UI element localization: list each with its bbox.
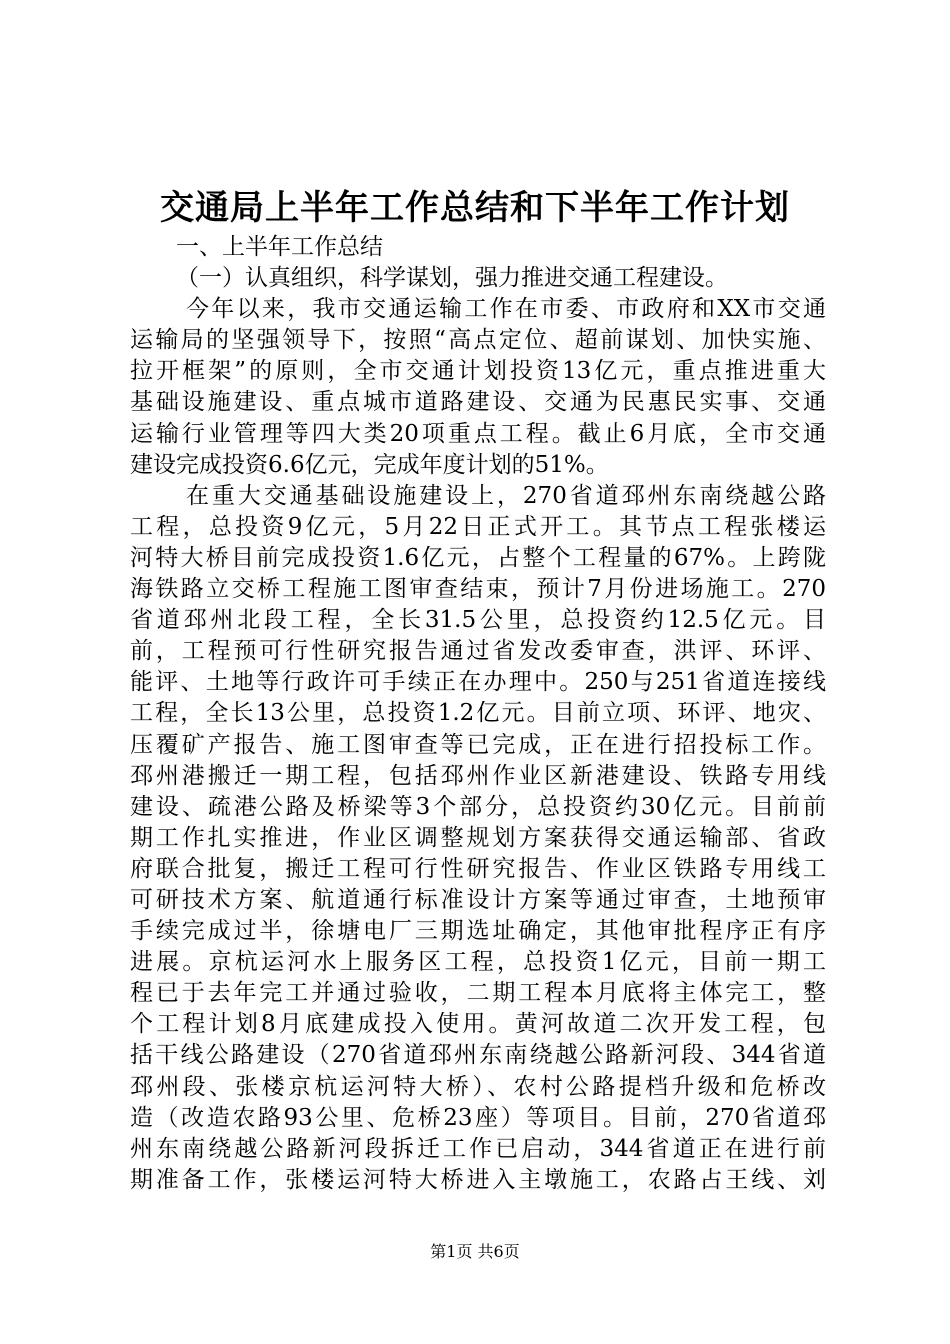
paragraph-line: 运输行业管理等四大类20项重点工程。截止6月底，全市交通: [130, 420, 826, 447]
paragraph-line: 期工作扎实推进，作业区调整规划方案获得交通运输部、省政: [130, 824, 826, 851]
paragraph-line: 府联合批复，搬迁工程可行性研究报告、作业区铁路专用线工: [130, 855, 826, 882]
paragraph-line: 括干线公路建设（270省道邳州东南绕越公路新河段、344省道: [130, 1042, 826, 1069]
paragraph-line: 今年以来，我市交通运输工作在市委、市政府和XX市交通: [186, 296, 826, 323]
paragraph-line: 手续完成过半，徐塘电厂三期选址确定，其他审批程序正有序: [130, 918, 826, 945]
paragraph-line: 基础设施建设、重点城市道路建设、交通为民惠民实事、交通: [130, 389, 826, 416]
paragraph-line: 运输局的坚强领导下，按照“高点定位、超前谋划、加快实施、: [130, 327, 826, 354]
paragraph-line: 建设完成投资6.6亿元，完成年度计划的51%。: [130, 451, 609, 478]
document-title: 交通局上半年工作总结和下半年工作计划: [160, 188, 790, 228]
paragraph-line: 期准备工作，张楼运河特大桥进入主墩施工，农路占王线、刘: [130, 1166, 826, 1193]
page-number-footer: 第1页 共6页: [430, 1242, 520, 1261]
paragraph-line: 前，工程预可行性研究报告通过省发改委审查，洪评、环评、: [130, 638, 826, 665]
paragraph-line: 建设、疏港公路及桥梁等3个部分，总投资约30亿元。目前前: [130, 793, 826, 820]
paragraph-line: 工程，全长13公里，总投资1.2亿元。目前立项、环评、地灾、: [130, 700, 826, 727]
paragraph-1: [130, 294, 826, 481]
section-heading: 一、上半年工作总结: [176, 234, 383, 260]
paragraph-line: 州东南绕越公路新河段拆迁工作已启动，344省道正在进行前: [130, 1135, 826, 1162]
paragraph-line: 压覆矿产报告、施工图审查等已完成，正在进行招投标工作。: [130, 731, 826, 758]
paragraph-line: 工程，总投资9亿元，5月22日正式开工。其节点工程张楼运: [130, 513, 826, 540]
paragraph-line: 造（改造农路93公里、危桥23座）等项目。目前，270省道邳: [130, 1104, 826, 1131]
paragraph-line: 可研技术方案、航道通行标准设计方案等通过审查，土地预审: [130, 886, 826, 913]
document-body: [130, 232, 826, 1196]
paragraph-line: 省道邳州北段工程，全长31.5公里，总投资约12.5亿元。目: [130, 607, 826, 634]
subsection-heading: （一）认真组织，科学谋划，强力推进交通工程建设。: [176, 265, 728, 292]
paragraph-2: [130, 481, 826, 1196]
paragraph-line: 在重大交通基础设施建设上，270省道邳州东南绕越公路: [186, 482, 826, 509]
paragraph-line: 海铁路立交桥工程施工图审查结束，预计7月份进场施工。270: [130, 576, 826, 603]
paragraph-line: 邳州段、张楼京杭运河特大桥）、农村公路提档升级和危桥改: [130, 1073, 826, 1100]
paragraph-line: 邳州港搬迁一期工程，包括邳州作业区新港建设、铁路专用线: [130, 762, 826, 789]
paragraph-line: 个工程计划8月底建成投入使用。黄河故道二次开发工程，包: [130, 1011, 826, 1038]
paragraph-line: 河特大桥目前完成投资1.6亿元，占整个工程量的67%。上跨陇: [130, 544, 826, 571]
paragraph-line: 程已于去年完工并通过验收，二期工程本月底将主体完工，整: [130, 980, 826, 1007]
paragraph-line: 能评、土地等行政许可手续正在办理中。250与251省道连接线: [130, 669, 826, 696]
paragraph-line: 进展。京杭运河水上服务区工程，总投资1亿元，目前一期工: [130, 949, 826, 976]
paragraph-line: 拉开框架”的原则，全市交通计划投资13亿元，重点推进重大: [130, 358, 826, 385]
